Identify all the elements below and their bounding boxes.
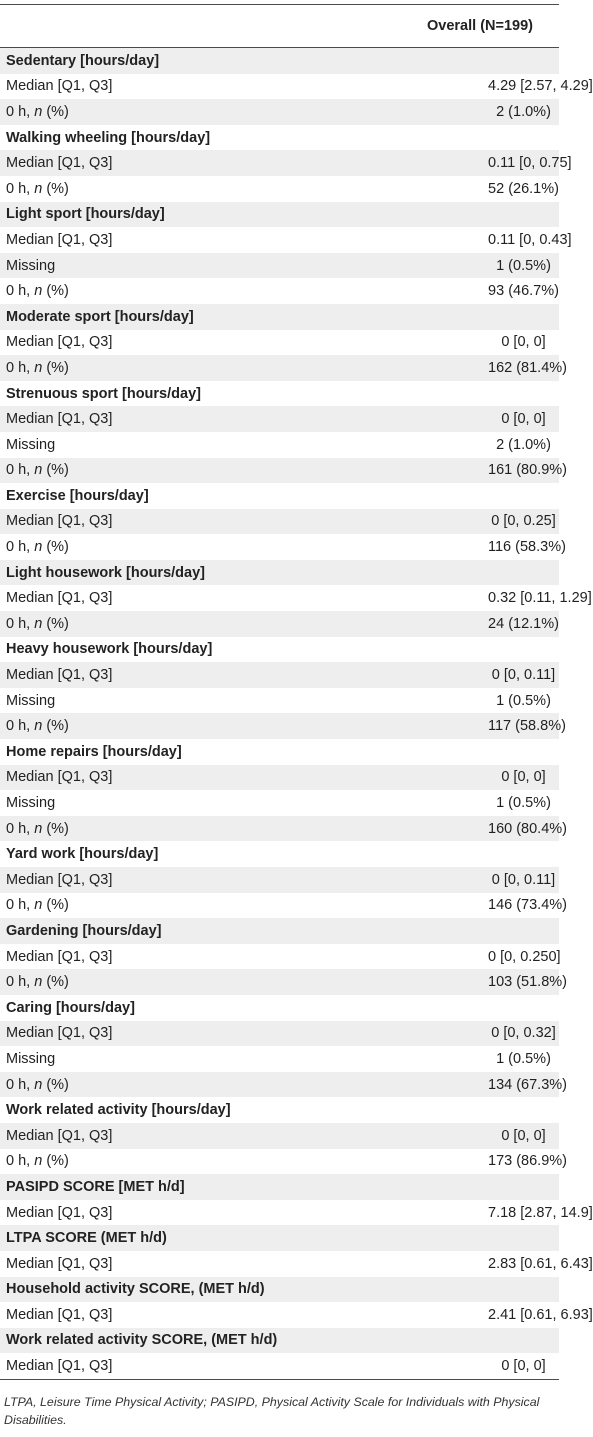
label-suffix: (%) [42,615,69,632]
table-row [0,330,559,356]
table-row [0,355,559,381]
variable-group-row [0,1328,559,1354]
label-prefix: 0 h, [6,462,35,479]
overall-value: 1 (0.5%) [400,688,559,714]
statistic-label [0,1149,400,1175]
overall-value [400,1225,559,1251]
overall-value: 146 (73.4%) [400,893,559,919]
variable-group-row [0,1277,559,1303]
variable-name: Light housework [hours/day] [0,560,400,586]
table-row [0,816,559,842]
overall-value: 0.32 [0.11, 1.29] [400,585,559,611]
table-row [0,713,559,739]
statistic-label: Median [Q1, Q3] [0,1302,400,1328]
label-italic-n: n [34,283,43,300]
table-row [0,1046,559,1072]
overall-value: 173 (86.9%) [400,1149,559,1175]
variable-group-row [0,1225,559,1251]
statistic-label [0,816,400,842]
variable-name: LTPA SCORE (MET h/d) [0,1225,400,1251]
statistic-label: Missing [0,432,400,458]
overall-value: 0 [0, 0.32] [400,1021,559,1047]
variable-group-row [0,637,559,663]
overall-value: 0 [0, 0] [400,765,559,791]
statistic-label [0,355,400,381]
label-suffix: (%) [42,718,69,735]
table-row [0,406,559,432]
table-row [0,1353,559,1379]
table-row [0,1251,559,1277]
label-suffix: (%) [42,103,69,120]
overall-value: 162 (81.4%) [400,355,559,381]
label-italic-n: n [34,615,43,632]
variable-name: Work related activity [hours/day] [0,1097,400,1123]
overall-value: 1 (0.5%) [400,253,559,279]
table-row [0,790,559,816]
table-row [0,176,559,202]
table-row [0,99,559,125]
overall-value [400,304,559,330]
overall-value [400,739,559,765]
overall-value: 160 (80.4%) [400,816,559,842]
statistic-label [0,458,400,484]
statistic-label: Median [Q1, Q3] [0,406,400,432]
table-row [0,1200,559,1226]
variable-group-row [0,202,559,228]
table-row [0,765,559,791]
variable-name: PASIPD SCORE [MET h/d] [0,1174,400,1200]
overall-value: 4.29 [2.57, 4.29] [400,74,559,100]
label-italic-n: n [34,974,43,991]
overall-value [400,1174,559,1200]
label-prefix: 0 h, [6,615,35,632]
statistic-label: Median [Q1, Q3] [0,1123,400,1149]
label-prefix: 0 h, [6,1153,35,1170]
statistic-label [0,713,400,739]
overall-value: 0.11 [0, 0.43] [400,227,559,253]
label-prefix: 0 h, [6,820,35,837]
overall-value: 7.18 [2.87, 14.9] [400,1200,559,1226]
variable-group-row [0,48,559,74]
variable-name: Walking wheeling [hours/day] [0,125,400,151]
statistic-label [0,893,400,919]
label-prefix: 0 h, [6,897,35,914]
overall-value: 0 [0, 0.11] [400,867,559,893]
overall-value: 1 (0.5%) [400,790,559,816]
statistic-label: Missing [0,688,400,714]
variable-name: Home repairs [hours/day] [0,739,400,765]
overall-value [400,48,559,74]
overall-value: 2.83 [0.61, 6.43] [400,1251,559,1277]
statistic-label [0,969,400,995]
variable-group-row [0,841,559,867]
variable-name: Caring [hours/day] [0,995,400,1021]
table-row [0,432,559,458]
variable-name: Yard work [hours/day] [0,841,400,867]
variable-name: Work related activity SCORE, (MET h/d) [0,1328,400,1354]
overall-value [400,125,559,151]
label-suffix: (%) [42,539,69,556]
statistic-label: Median [Q1, Q3] [0,1353,400,1379]
overall-value: 0 [0, 0.25] [400,509,559,535]
header-overall: Overall (N=199) [400,5,559,48]
statistic-label: Missing [0,790,400,816]
variable-group-row [0,304,559,330]
label-italic-n: n [34,539,43,556]
table-row [0,227,559,253]
label-suffix: (%) [42,1153,69,1170]
label-prefix: 0 h, [6,974,35,991]
label-italic-n: n [34,462,43,479]
label-prefix: 0 h, [6,103,35,120]
overall-value [400,918,559,944]
table-row [0,509,559,535]
label-italic-n: n [34,1076,43,1093]
statistic-label [0,176,400,202]
overall-value: 0 [0, 0.250] [400,944,559,970]
label-suffix: (%) [42,283,69,300]
overall-value [400,560,559,586]
variable-group-row [0,381,559,407]
table-row [0,1123,559,1149]
label-suffix: (%) [42,897,69,914]
statistic-label: Missing [0,253,400,279]
label-prefix: 0 h, [6,1076,35,1093]
statistic-label: Median [Q1, Q3] [0,944,400,970]
label-suffix: (%) [42,974,69,991]
overall-value [400,1097,559,1123]
statistic-label [0,534,400,560]
table-row [0,1021,559,1047]
overall-value: 161 (80.9%) [400,458,559,484]
overall-value [400,202,559,228]
label-suffix: (%) [42,820,69,837]
table-row [0,1302,559,1328]
table-body [0,48,593,1380]
overall-value [400,841,559,867]
label-prefix: 0 h, [6,283,35,300]
statistic-label [0,99,400,125]
header-row [0,5,559,48]
overall-value: 2 (1.0%) [400,432,559,458]
table-row [0,150,559,176]
label-prefix: 0 h, [6,180,35,197]
label-suffix: (%) [42,359,69,376]
variable-name: Moderate sport [hours/day] [0,304,400,330]
label-suffix: (%) [42,180,69,197]
label-italic-n: n [34,103,43,120]
table-row [0,1072,559,1098]
label-suffix: (%) [42,1076,69,1093]
table-row [0,662,559,688]
table-row [0,944,559,970]
label-italic-n: n [34,897,43,914]
table-row [0,969,559,995]
overall-value: 0 [0, 0] [400,1353,559,1379]
variable-group-row [0,1174,559,1200]
table-row [0,278,559,304]
overall-value: 0 [0, 0.11] [400,662,559,688]
table-row [0,585,559,611]
label-prefix: 0 h, [6,718,35,735]
variable-name: Exercise [hours/day] [0,483,400,509]
overall-value: 0.11 [0, 0.75] [400,150,559,176]
overall-value [400,381,559,407]
statistic-label [0,611,400,637]
overall-value: 2.41 [0.61, 6.93] [400,1302,559,1328]
table-row [0,688,559,714]
statistic-label: Median [Q1, Q3] [0,509,400,535]
label-prefix: 0 h, [6,359,35,376]
label-italic-n: n [34,820,43,837]
label-prefix: 0 h, [6,539,35,556]
overall-value: 116 (58.3%) [400,534,559,560]
overall-value: 24 (12.1%) [400,611,559,637]
statistic-label: Median [Q1, Q3] [0,1200,400,1226]
table-footnote: LTPA, Leisure Time Physical Activity; PASIPD, Physical Activity Scale for Individuals with Physical Disabilities. [4,1395,540,1427]
overall-value: 134 (67.3%) [400,1072,559,1098]
variable-group-row [0,560,559,586]
table-row [0,74,559,100]
overall-value: 0 [0, 0] [400,406,559,432]
table-row [0,611,559,637]
statistic-label: Median [Q1, Q3] [0,867,400,893]
overall-value: 2 (1.0%) [400,99,559,125]
variable-name: Light sport [hours/day] [0,202,400,228]
overall-value [400,995,559,1021]
header-variable-cell [0,5,400,48]
statistic-label [0,278,400,304]
variable-name: Strenuous sport [hours/day] [0,381,400,407]
statistic-label [0,1072,400,1098]
variable-group-row [0,995,559,1021]
statistic-label: Median [Q1, Q3] [0,662,400,688]
overall-value: 117 (58.8%) [400,713,559,739]
variable-group-row [0,483,559,509]
table-row [0,1149,559,1175]
statistic-label: Median [Q1, Q3] [0,74,400,100]
table-header [0,5,559,48]
statistic-label: Median [Q1, Q3] [0,765,400,791]
variable-group-row [0,125,559,151]
statistic-label: Median [Q1, Q3] [0,330,400,356]
variable-name: Household activity SCORE, (MET h/d) [0,1277,400,1303]
overall-value: 103 (51.8%) [400,969,559,995]
overall-value: 93 (46.7%) [400,278,559,304]
overall-value [400,1277,559,1303]
label-suffix: (%) [42,462,69,479]
variable-group-row [0,739,559,765]
overall-value: 52 (26.1%) [400,176,559,202]
variable-name: Heavy housework [hours/day] [0,637,400,663]
statistic-label: Median [Q1, Q3] [0,227,400,253]
variable-name: Sedentary [hours/day] [0,48,400,74]
overall-value: 0 [0, 0] [400,330,559,356]
statistic-label: Median [Q1, Q3] [0,585,400,611]
table-row [0,867,559,893]
table-row [0,253,559,279]
variable-group-row [0,918,559,944]
table-row [0,534,559,560]
statistic-label: Median [Q1, Q3] [0,150,400,176]
label-italic-n: n [34,359,43,376]
overall-value [400,1328,559,1354]
statistic-label: Median [Q1, Q3] [0,1251,400,1277]
statistic-label: Missing [0,1046,400,1072]
label-italic-n: n [34,1153,43,1170]
overall-value: 1 (0.5%) [400,1046,559,1072]
table-row [0,458,559,484]
variable-group-row [0,1097,559,1123]
overall-value [400,637,559,663]
variable-name: Gardening [hours/day] [0,918,400,944]
overall-value [400,483,559,509]
statistic-label: Median [Q1, Q3] [0,1021,400,1047]
table-row [0,893,559,919]
overall-value: 0 [0, 0] [400,1123,559,1149]
activity-summary-table [0,4,593,1380]
label-italic-n: n [34,718,43,735]
label-italic-n: n [34,180,43,197]
